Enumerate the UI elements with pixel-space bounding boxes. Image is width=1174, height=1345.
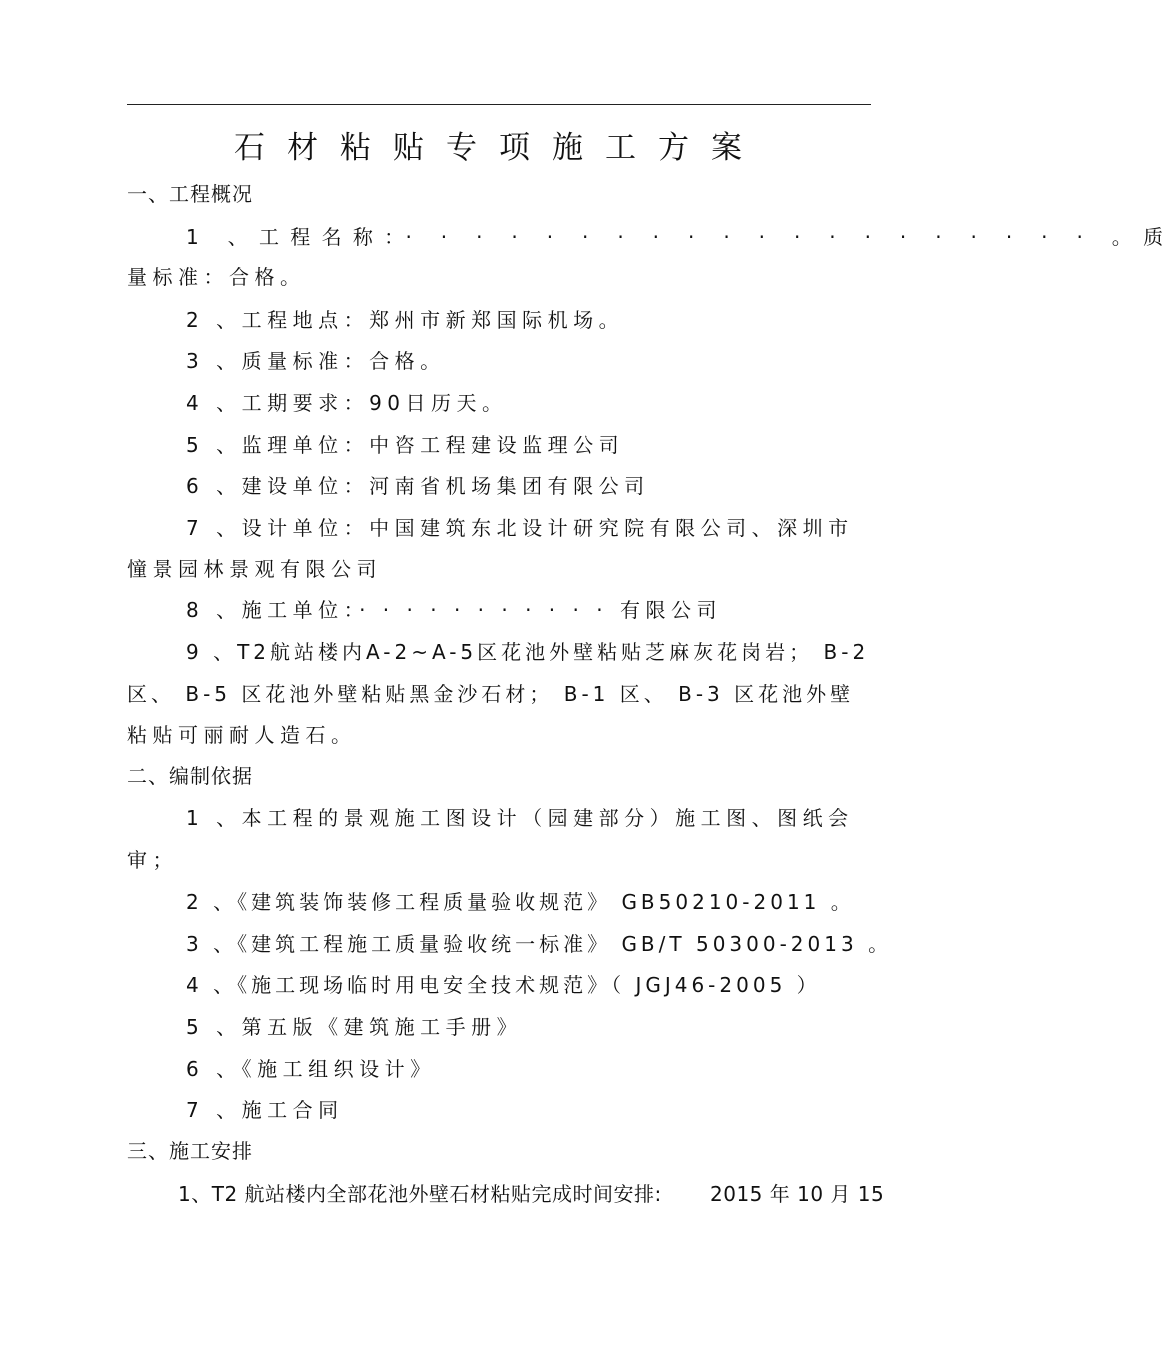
paragraph-line: 粘贴可丽耐人造石。 [127, 723, 357, 747]
section-heading-overview: 一、工程概况 [127, 182, 253, 206]
paragraph-line: 憧景园林景观有限公司 [127, 557, 382, 581]
paragraph-line: 3 、《建筑工程施工质量验收统一标准》 GB/T 50300-2013 。 [186, 932, 893, 956]
paragraph-line: 7 、施工合同 [186, 1098, 344, 1122]
paragraph-line: 8 、施工单位：· · · · · · · · · · · 有限公司 [186, 598, 722, 622]
paragraph-line: 6 、《施工组织设计》 [186, 1057, 436, 1081]
completion-date: 2015 年 10 月 15 [710, 1182, 885, 1206]
section-heading-schedule: 三、施工安排 [127, 1139, 253, 1163]
paragraph-line: 4 、工期要求：90日历天。 [186, 391, 508, 415]
paragraph-line: 1 、工程名称：· · · · · · · · · · · · · · · · · · · · 。质 [186, 225, 1174, 249]
paragraph-line: 审； [127, 848, 178, 872]
paragraph-line: 6 、建设单位：河南省机场集团有限公司 [186, 474, 650, 498]
paragraph-line: 1、T2 航站楼内全部花池外壁石材粘贴完成时间安排: [178, 1182, 662, 1206]
paragraph-line: 7 、设计单位：中国建筑东北设计研究院有限公司、深圳市 [186, 516, 854, 540]
header-rule [127, 104, 871, 105]
paragraph-line: 量标准：合格。 [127, 265, 306, 289]
paragraph-line: 9 、T2航站楼内A-2~A-5区花池外壁粘贴芝麻灰花岗岩； B-2 [186, 640, 870, 664]
paragraph-line: 5 、第五版《建筑施工手册》 [186, 1015, 523, 1039]
paragraph-line: 2 、工程地点：郑州市新郑国际机场。 [186, 308, 625, 332]
paragraph-line: 5 、监理单位：中咨工程建设监理公司 [186, 433, 625, 457]
paragraph-line: 4 、《施工现场临时用电安全技术规范》（ JGJ46-2005 ） [186, 973, 821, 997]
paragraph-line: 2 、《建筑装饰装修工程质量验收规范》 GB50210-2011 。 [186, 890, 855, 914]
paragraph-line: 1 、本工程的景观施工图设计（园建部分）施工图、图纸会 [186, 806, 854, 830]
section-heading-basis: 二、编制依据 [127, 764, 253, 788]
paragraph-line: 3 、质量标准：合格。 [186, 349, 446, 373]
document-title: 石材粘贴专项施工方案 [234, 130, 764, 166]
paragraph-line: 区、 B-5 区花池外壁粘贴黑金沙石材； B-1 区、 B-3 区花池外壁 [127, 682, 855, 706]
